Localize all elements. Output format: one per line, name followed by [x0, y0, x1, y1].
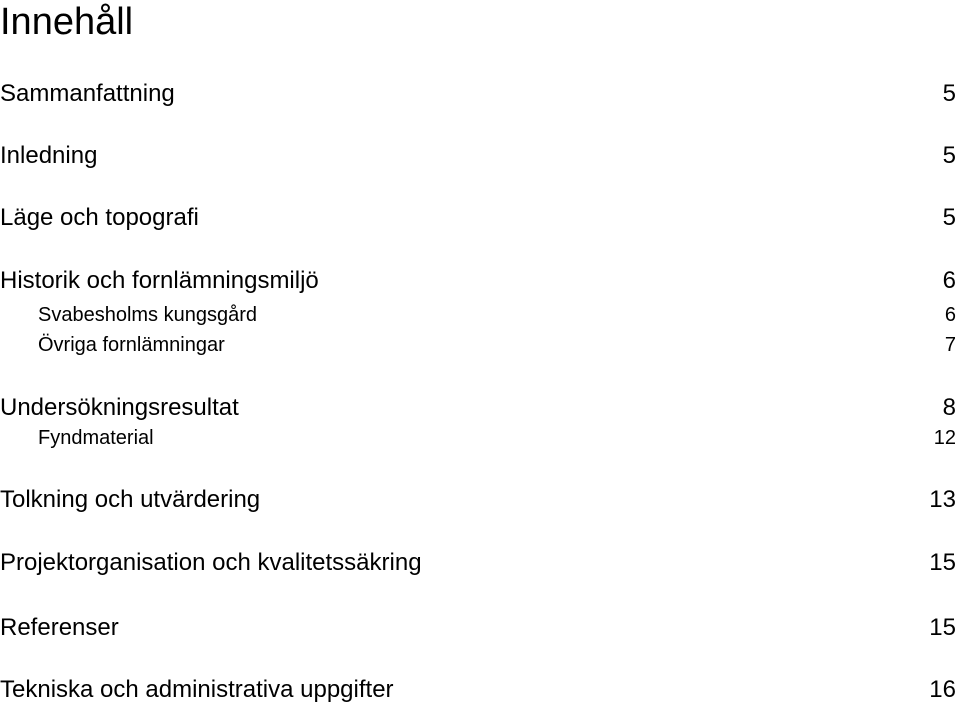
- toc-entry-page: 8: [942, 394, 956, 421]
- toc-entry-page: 7: [944, 334, 956, 356]
- toc-entry-page: 15: [929, 549, 956, 576]
- toc-entry-label: Tolkning och utvärdering: [0, 486, 261, 513]
- toc-entry: [0, 485, 956, 515]
- toc-entry-page: 13: [929, 486, 956, 513]
- toc-entry-label: Läge och topografi: [0, 204, 199, 231]
- toc-entry-page: 5: [942, 204, 956, 231]
- toc-entry-page: 16: [929, 676, 956, 703]
- toc-entry: [0, 266, 956, 296]
- toc-entry: [0, 203, 956, 233]
- toc-entry-label: Projektorganisation och kvalitetssäkring: [0, 549, 422, 576]
- toc-entry: [0, 548, 956, 578]
- toc-entry-label: Historik och fornlämningsmiljö: [0, 267, 319, 294]
- toc-subentry: [0, 425, 956, 451]
- toc-entry-label: Tekniska och administrativa uppgifter: [0, 676, 394, 703]
- toc-entry-label: Referenser: [0, 614, 119, 641]
- toc-entry-label: Undersökningsresultat: [0, 394, 239, 421]
- toc-entry: [0, 141, 956, 171]
- toc-entry-label: Inledning: [0, 142, 98, 169]
- page-title: Innehåll: [0, 1, 134, 43]
- toc-entry-label: Svabesholms kungsgård: [38, 304, 258, 326]
- toc-entry: [0, 613, 956, 643]
- toc-entry-page: 6: [942, 267, 956, 294]
- toc-entry-page: 6: [944, 304, 956, 326]
- toc-subentry: [0, 302, 956, 328]
- toc-entry-page: 12: [933, 427, 956, 449]
- toc-entry-page: 5: [942, 80, 956, 107]
- toc-subentry: [0, 332, 956, 358]
- toc-entry-label: Övriga fornlämningar: [38, 334, 225, 356]
- toc-entry-label: Sammanfattning: [0, 80, 175, 107]
- toc-entry-label: Fyndmaterial: [38, 427, 154, 449]
- toc-entry: [0, 79, 956, 109]
- toc-entry-page: 15: [929, 614, 956, 641]
- toc-entry: [0, 393, 956, 423]
- toc-entry: [0, 675, 956, 705]
- toc-entry-page: 5: [942, 142, 956, 169]
